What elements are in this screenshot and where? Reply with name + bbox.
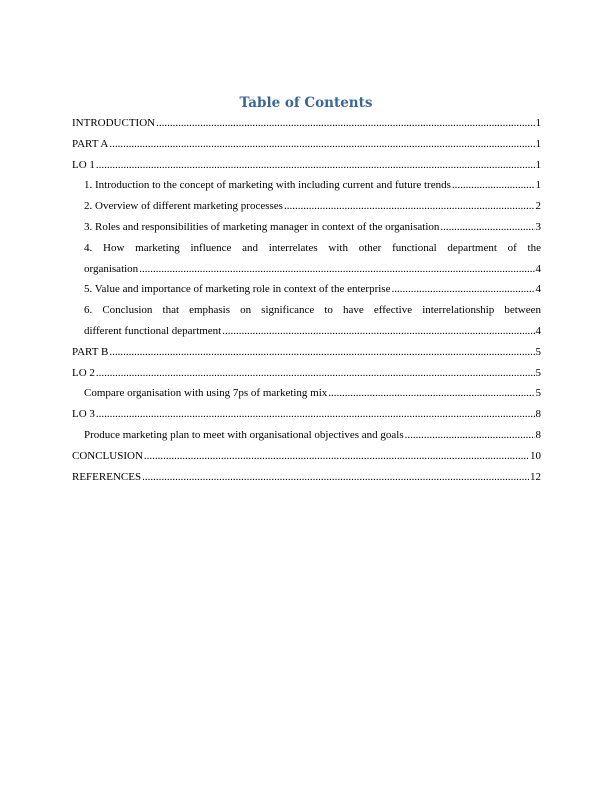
toc-entry-page: 5	[535, 366, 541, 379]
toc-entry-page: 5	[535, 345, 541, 358]
toc-entry-label: 5. Value and importance of marketing role in context of the enterprise	[84, 283, 391, 296]
toc-entry-label: PART A	[72, 137, 109, 150]
toc-entry-label: Produce marketing plan to meet with organisational objectives and goals	[84, 428, 404, 441]
toc-entry-page: 8	[535, 428, 541, 441]
toc-entry-line2	[72, 321, 541, 342]
toc-entry-part-a[interactable]	[72, 134, 541, 155]
toc-entry-label-line1: 4. How marketing influence and interrelates with other functional department of the	[84, 241, 541, 254]
toc-entry-label: 2. Overview of different marketing processes	[84, 200, 283, 213]
toc-entry-page: 8	[535, 408, 541, 421]
toc-entry-page: 1	[535, 137, 541, 150]
toc-entry-label-line2: organisation	[84, 262, 139, 275]
toc-entry-page: 3	[535, 220, 541, 233]
dot-leader	[96, 155, 535, 176]
table-of-contents	[72, 113, 541, 487]
toc-entry-page: 1	[535, 179, 541, 192]
toc-entry-line2	[72, 259, 541, 280]
toc-entry-page: 10	[530, 449, 541, 462]
toc-entry-references[interactable]	[72, 467, 541, 488]
toc-entry-label: REFERENCES	[72, 470, 142, 483]
toc-entry-conclusion[interactable]	[72, 446, 541, 467]
toc-entry-label: 1. Introduction to the concept of marketing with including current and future trends	[84, 179, 451, 192]
toc-entry-page: 2	[535, 200, 541, 213]
toc-entry-label-line2: different functional department	[84, 324, 222, 337]
dot-leader	[144, 446, 529, 467]
toc-entry-roles-responsibilities[interactable]	[72, 217, 541, 238]
toc-entry-page: 4	[535, 324, 541, 337]
toc-title: Table of Contents	[239, 95, 373, 111]
toc-entry-page: 12	[530, 470, 541, 483]
dot-leader	[96, 404, 535, 425]
toc-entry-label: PART B	[72, 345, 109, 358]
toc-entry-page: 1	[535, 158, 541, 171]
dot-leader	[328, 383, 534, 404]
toc-entry-label: LO 1	[72, 158, 95, 171]
toc-entry-marketing-plan[interactable]	[72, 425, 541, 446]
toc-entry-page: 5	[535, 387, 541, 400]
dot-leader	[109, 134, 534, 155]
dot-leader	[142, 467, 529, 488]
toc-entry-label: INTRODUCTION	[72, 117, 156, 129]
dot-leader	[139, 259, 534, 280]
toc-entry-introduction[interactable]	[72, 113, 541, 134]
toc-entry-lo2[interactable]	[72, 363, 541, 384]
toc-entry-marketing-concept[interactable]	[72, 175, 541, 196]
toc-entry-label-line1: 6. Conclusion that emphasis on significance to have effective interrelationship between	[84, 304, 541, 317]
toc-entry-lo3[interactable]	[72, 404, 541, 425]
toc-entry-page: 1	[535, 117, 541, 129]
toc-entry-page: 4	[535, 262, 541, 275]
toc-entry-label: 3. Roles and responsibilities of marketing manager in context of the organisation	[84, 220, 440, 233]
toc-entry-marketing-influence[interactable]	[72, 238, 541, 280]
dot-leader	[222, 321, 534, 342]
toc-entry-marketing-processes[interactable]	[72, 196, 541, 217]
toc-entry-part-b[interactable]	[72, 342, 541, 363]
dot-leader	[405, 425, 535, 446]
dot-leader	[440, 217, 534, 238]
dot-leader	[452, 175, 535, 196]
dot-leader	[96, 363, 535, 384]
dot-leader	[156, 113, 534, 134]
toc-entry-lo1[interactable]	[72, 155, 541, 176]
toc-entry-page: 4	[535, 283, 541, 296]
dot-leader	[391, 279, 534, 300]
toc-entry-value-importance[interactable]	[72, 279, 541, 300]
toc-entry-conclusion-interrelationship[interactable]	[72, 300, 541, 342]
dot-leader	[109, 342, 534, 363]
toc-entry-label: CONCLUSION	[72, 449, 143, 462]
toc-entry-7ps-marketing-mix[interactable]	[72, 383, 541, 404]
dot-leader	[284, 196, 535, 217]
toc-entry-label: LO 3	[72, 408, 95, 421]
toc-entry-label: LO 2	[72, 366, 95, 379]
toc-entry-label: Compare organisation with using 7ps of marketing mix	[84, 387, 328, 400]
